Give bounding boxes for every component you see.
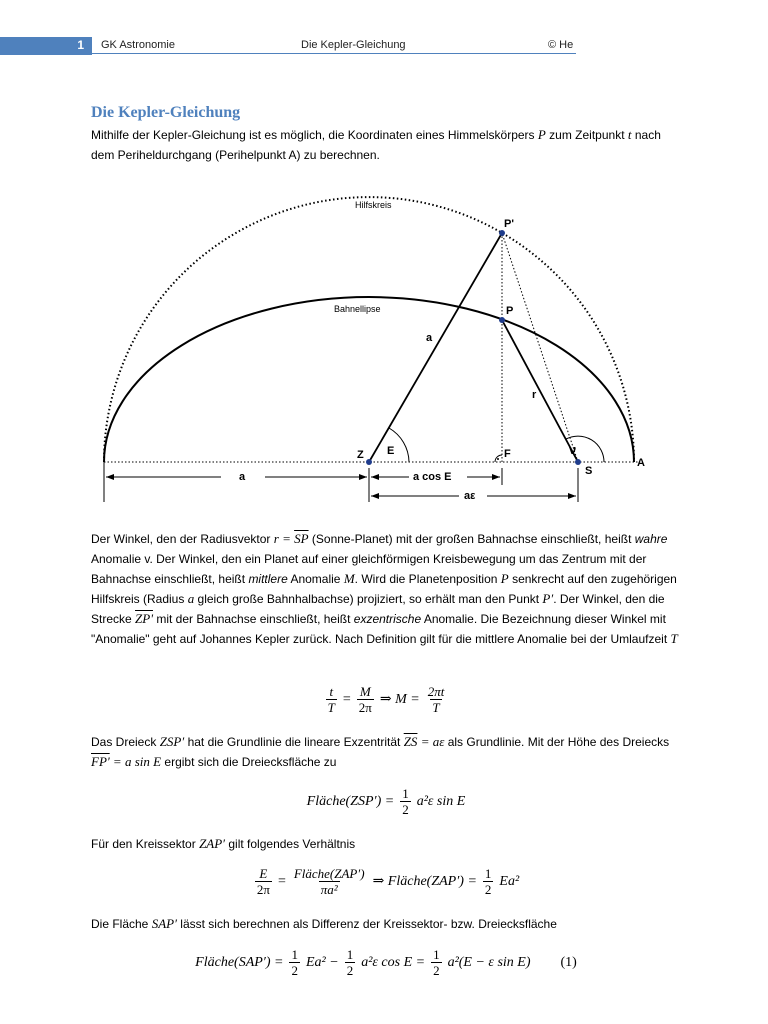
header-topic: Die Kepler-Gleichung [301, 39, 406, 51]
hilfskreis-arc [104, 197, 634, 462]
anomaly-paragraph: Der Winkel, den der Radiusvektor $r = \overline{SP}$ (Sonne-Planet) mit der großen Bahnachse einschließt, heißt wahre Anomalie v. Der Winkel, den ein Planet auf einer gleichförmigen Kreisbewegung um das Zentrum mit der Bahnachse einschließt, heißt mittlere Anomalie M. Wird die Planetenposition P senkrecht auf den zugehörigen Hilfskreis (Radius a gleich große Bahnhalbachse) projiziert, so erhält man den Punkt P′. Der Winkel, den die Strecke ZP' mit der Bahnachse einschließt, heißt exzentrische Anomalie. Die Bezeichnung dieser Winkel mit "Anomalie" geht auf Johannes Kepler zurück. Nach Definition gilt für die mittlere Anomalie bei der Umlaufzeit T [91, 531, 678, 646]
intro-math: P [537, 127, 546, 142]
label-z: Z [357, 449, 364, 461]
label-a-line: a [426, 332, 433, 344]
kepler-diagram [91, 180, 651, 510]
page-header [0, 37, 768, 55]
label-s: S [585, 465, 593, 477]
sector-paragraph: Für den Kreissektor ZAP′ gilt folgendes Verhältnis [91, 836, 356, 851]
label-hilfskreis: Hilfskreis [355, 200, 392, 210]
label-dim-a: a [239, 471, 246, 483]
label-a-point: A [637, 457, 645, 469]
equation-sector-ratio: $\frac{E}{2\pi}$ = $\frac{\text{Fläche(ZAP′)}}{\text{πa²}}$ ⇒ Fläche(ZAP′) = $\frac{1}{2}$ Ea² [256, 866, 520, 897]
intro-paragraph [91, 125, 681, 165]
header-author: © He [548, 39, 574, 51]
point-z [366, 459, 372, 465]
header-course: GK Astronomie [101, 39, 175, 51]
line-z-pprime [369, 233, 502, 462]
bahnellipse-arc [104, 297, 634, 462]
line-s-p [502, 320, 578, 462]
intro-text: zum Zeitpunkt [549, 128, 625, 142]
label-p: P [506, 305, 514, 317]
label-dim-acos: a cos E [413, 471, 452, 483]
intro-text: nach dem Periheldurchgang (Perihelpunkt A) zu berechnen. [91, 128, 661, 162]
point-f-dot [497, 458, 499, 460]
label-dim-ae: aε [464, 490, 476, 502]
equation-number: (1) [560, 954, 577, 970]
point-p [499, 317, 505, 323]
label-e-angle: E [387, 445, 395, 457]
triangle-paragraph: Das Dreieck ZSP′ hat die Grundlinie die lineare Exzentrität $\overline{ZS} = a\varepsilon$ als Grundlinie. Mit der Höhe des Dreiecks FP' = a sin E ergibt sich die Dreiecksfläche zu [91, 734, 670, 769]
label-f: F [504, 448, 511, 460]
intro-text: Mithilfe der Kepler-Gleichung ist es möglich, die Koordinaten eines Himmelskörpers [91, 128, 535, 142]
page-title: Die Kepler-Gleichung [91, 104, 241, 121]
label-p-prime: P' [504, 218, 514, 230]
label-r: r [532, 389, 537, 401]
label-nu: ν [569, 442, 577, 457]
point-s [575, 459, 581, 465]
page-number: 1 [77, 38, 84, 52]
intro-math: t [627, 127, 632, 142]
equation-triangle-area: Fläche(ZSP′) = $\frac{1}{2}$ a²ε sin E [306, 786, 466, 817]
equation-mean-anomaly: $\frac{t}{T}$ = $\frac{M}{2\pi}$ ⇒ M = $\frac{2\pi t}{T}$ [327, 684, 445, 715]
label-bahnellipse: Bahnellipse [334, 304, 381, 314]
point-pprime [499, 230, 505, 236]
difference-paragraph: Die Fläche SAP′ lässt sich berechnen als Differenz der Kreissektor- bzw. Dreiecksfläche [91, 916, 557, 931]
line-s-pprime [502, 233, 578, 462]
header-rule [92, 53, 576, 54]
equation-kepler-area: Fläche(SAP′) = $\frac{1}{2}$ Ea² − $\frac{1}{2}$ a²ε cos E = $\frac{1}{2}$ a²(E − ε sin E) (1) [195, 947, 577, 978]
